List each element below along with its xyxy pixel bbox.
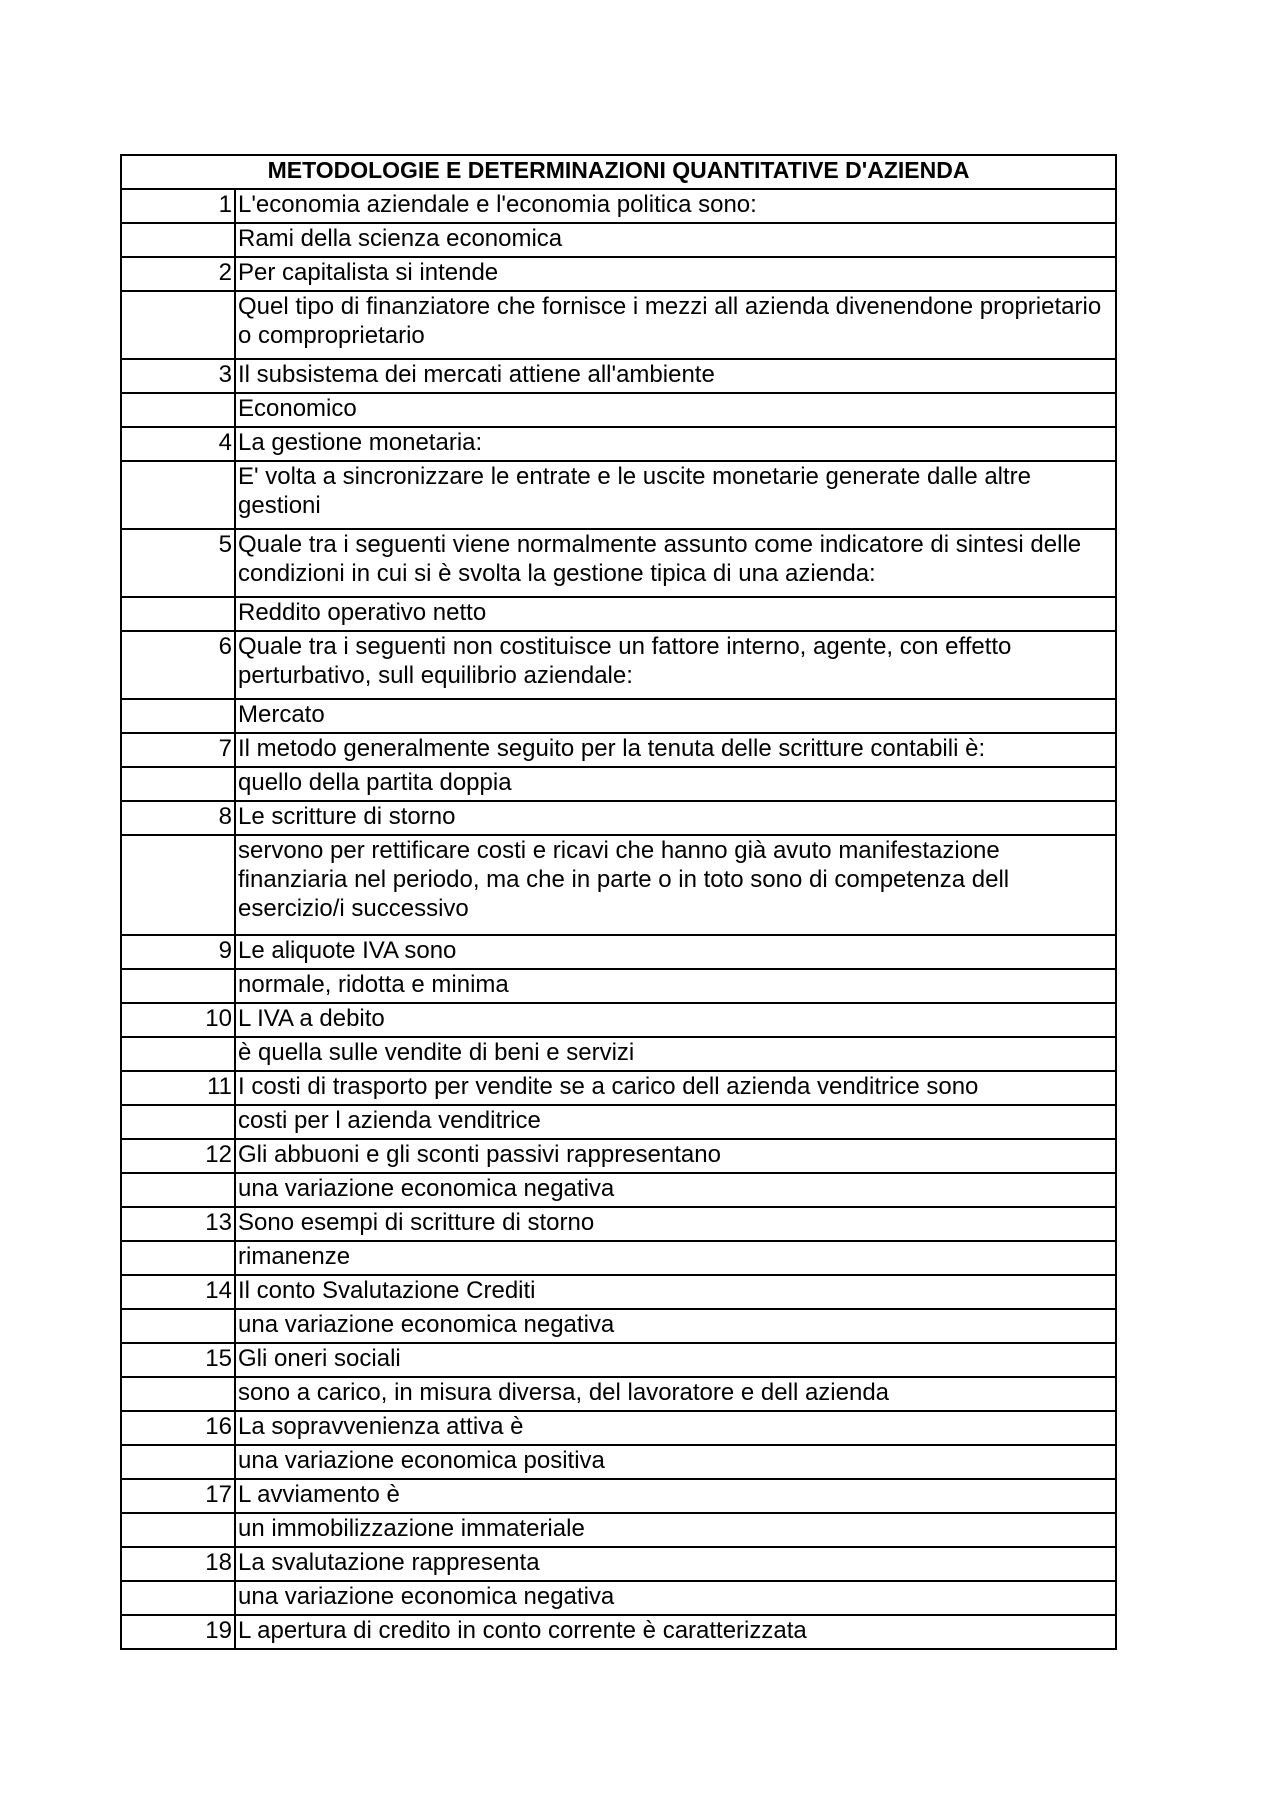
answer-text: E' volta a sincronizzare le entrate e le uscite monetarie generate dalle altre gestioni [235,461,1116,529]
answer-row [121,1377,1116,1411]
question-row [121,1343,1116,1377]
question-number [121,835,235,935]
question-number: 9 [121,935,235,969]
question-text: Per capitalista si intende [235,257,1116,291]
question-number [121,1173,235,1207]
question-text: La gestione monetaria: [235,427,1116,461]
answer-row [121,767,1116,801]
question-number: 18 [121,1547,235,1581]
answer-row [121,1445,1116,1479]
question-number [121,223,235,257]
question-number [121,1037,235,1071]
answer-row [121,461,1116,529]
question-text: Gli abbuoni e gli sconti passivi rappresentano [235,1139,1116,1173]
question-number: 16 [121,1411,235,1445]
answer-row [121,1309,1116,1343]
question-row [121,801,1116,835]
answer-text: quello della partita doppia [235,767,1116,801]
question-text: L avviamento è [235,1479,1116,1513]
answer-row [121,1241,1116,1275]
question-text: Gli oneri sociali [235,1343,1116,1377]
question-row [121,1139,1116,1173]
question-row [121,1071,1116,1105]
question-number [121,1377,235,1411]
question-number: 4 [121,427,235,461]
question-number [121,291,235,359]
question-number [121,1241,235,1275]
question-row [121,1003,1116,1037]
question-number [121,699,235,733]
question-text: La svalutazione rappresenta [235,1547,1116,1581]
question-row [121,427,1116,461]
question-number: 13 [121,1207,235,1241]
question-number [121,1513,235,1547]
answer-text: sono a carico, in misura diversa, del lavoratore e dell azienda [235,1377,1116,1411]
question-text: L'economia aziendale e l'economia politica sono: [235,189,1116,223]
question-number [121,393,235,427]
question-number: 6 [121,631,235,699]
question-text: Sono esempi di scritture di storno [235,1207,1116,1241]
question-text: Quale tra i seguenti non costituisce un fattore interno, agente, con effetto perturbativo, sull equilibrio aziendale: [235,631,1116,699]
question-row [121,935,1116,969]
question-number: 14 [121,1275,235,1309]
question-number: 5 [121,529,235,597]
question-number [121,1309,235,1343]
answer-text: costi per l azienda venditrice [235,1105,1116,1139]
question-number: 7 [121,733,235,767]
answer-row [121,223,1116,257]
answer-row [121,291,1116,359]
question-number: 19 [121,1615,235,1649]
answer-row [121,835,1116,935]
question-text: Quale tra i seguenti viene normalmente assunto come indicatore di sintesi delle condizioni in cui si è svolta la gestione tipica di una azienda: [235,529,1116,597]
question-text: I costi di trasporto per vendite se a carico dell azienda venditrice sono [235,1071,1116,1105]
question-number: 3 [121,359,235,393]
quiz-table [120,154,1117,1650]
question-row [121,1547,1116,1581]
question-number: 8 [121,801,235,835]
answer-row [121,597,1116,631]
question-number [121,1445,235,1479]
answer-row [121,969,1116,1003]
question-text: Il metodo generalmente seguito per la tenuta delle scritture contabili è: [235,733,1116,767]
question-text: La sopravvenienza attiva è [235,1411,1116,1445]
answer-text: normale, ridotta e minima [235,969,1116,1003]
question-row [121,189,1116,223]
answer-text: una variazione economica negativa [235,1173,1116,1207]
question-row [121,1479,1116,1513]
question-row [121,257,1116,291]
question-text: Le aliquote IVA sono [235,935,1116,969]
question-row [121,1207,1116,1241]
answer-row [121,1513,1116,1547]
question-text: Il conto Svalutazione Crediti [235,1275,1116,1309]
question-number [121,1581,235,1615]
table-title: METODOLOGIE E DETERMINAZIONI QUANTITATIVE D'AZIENDA [121,155,1116,189]
question-row [121,631,1116,699]
question-text: Le scritture di storno [235,801,1116,835]
answer-text: Mercato [235,699,1116,733]
answer-row [121,1173,1116,1207]
question-text: L apertura di credito in conto corrente è caratterizzata [235,1615,1116,1649]
question-text: L IVA a debito [235,1003,1116,1037]
answer-row [121,1581,1116,1615]
question-row [121,529,1116,597]
answer-text: Quel tipo di finanziatore che fornisce i mezzi all azienda divenendone proprietario o comproprietario [235,291,1116,359]
question-number [121,767,235,801]
question-number: 17 [121,1479,235,1513]
answer-row [121,393,1116,427]
answer-row [121,699,1116,733]
answer-text: servono per rettificare costi e ricavi che hanno già avuto manifestazione finanziaria nel periodo, ma che in parte o in toto sono di competenza dell esercizio/i successivo [235,835,1116,935]
question-text: Il subsistema dei mercati attiene all'ambiente [235,359,1116,393]
question-number: 10 [121,1003,235,1037]
answer-text: un immobilizzazione immateriale [235,1513,1116,1547]
answer-text: Reddito operativo netto [235,597,1116,631]
answer-text: rimanenze [235,1241,1116,1275]
question-row [121,1615,1116,1649]
question-number: 15 [121,1343,235,1377]
question-number [121,1105,235,1139]
question-number: 12 [121,1139,235,1173]
question-number: 2 [121,257,235,291]
answer-text: è quella sulle vendite di beni e servizi [235,1037,1116,1071]
question-number [121,597,235,631]
answer-row [121,1105,1116,1139]
question-number: 11 [121,1071,235,1105]
answer-text: una variazione economica negativa [235,1309,1116,1343]
question-number [121,969,235,1003]
answer-text: Rami della scienza economica [235,223,1116,257]
answer-text: una variazione economica negativa [235,1581,1116,1615]
question-row [121,733,1116,767]
answer-row [121,1037,1116,1071]
question-row [121,1411,1116,1445]
question-number [121,461,235,529]
answer-text: una variazione economica positiva [235,1445,1116,1479]
question-number: 1 [121,189,235,223]
question-row [121,359,1116,393]
question-row [121,1275,1116,1309]
answer-text: Economico [235,393,1116,427]
